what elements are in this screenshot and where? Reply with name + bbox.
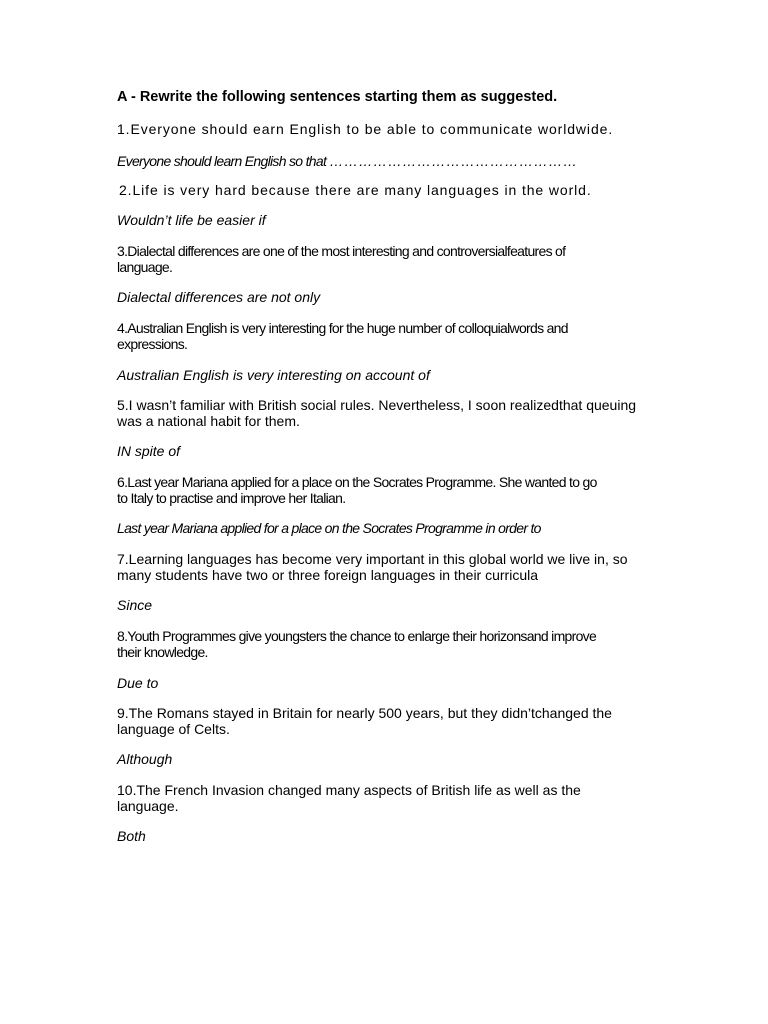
item-8-sentence-line-2: their knowledge. <box>117 644 208 660</box>
item-9-sentence-line-1: 9.The Romans stayed in Britain for nearly 500 years, but they didn’tchanged the <box>117 705 612 721</box>
item-10-sentence-line-1: 10.The French Invasion changed many aspects of British life as well as the <box>117 782 581 798</box>
item-3-prompt: Dialectal differences are not only <box>117 289 321 305</box>
item-1-prompt-text: Everyone should learn English so that <box>117 153 327 169</box>
item-9-sentence-line-2: language of Celts. <box>117 721 230 737</box>
item-7-sentence-line-1: 7.Learning languages has become very important in this global world we live in, so <box>117 551 628 567</box>
item-5-sentence-line-1: 5.I wasn’t familiar with British social rules. Nevertheless, I soon realizedthat queuing <box>117 397 637 413</box>
answer-blank: …………………………………………… <box>329 153 578 169</box>
item-6-prompt: Last year Mariana applied for a place on the Socrates Programme in order to <box>117 520 541 536</box>
item-10-prompt: Both <box>117 828 146 844</box>
item-9-prompt: Although <box>117 751 173 767</box>
item-4-prompt: Australian English is very interesting on account of <box>117 367 430 383</box>
item-3-sentence-line-2: language. <box>117 259 173 275</box>
item-1-prompt <box>117 153 578 169</box>
item-1-sentence: 1.Everyone should earn English to be able to communicate worldwide. <box>117 121 614 137</box>
item-10-sentence-line-2: language. <box>117 798 179 814</box>
item-4-sentence-line-2: expressions. <box>117 336 188 352</box>
item-6-sentence-line-2: to Italy to practise and improve her Italian. <box>117 490 346 506</box>
item-5-prompt: IN spite of <box>117 443 181 459</box>
item-2-sentence: 2.Life is very hard because there are many languages in the world. <box>119 182 592 198</box>
worksheet-heading: A - Rewrite the following sentences starting them as suggested. <box>117 89 558 105</box>
item-7-sentence-line-2: many students have two or three foreign languages in their curricula <box>117 567 539 583</box>
item-7-prompt: Since <box>117 597 153 613</box>
item-3-sentence-line-1: 3.Dialectal differences are one of the most interesting and controversialfeatures of <box>117 243 566 259</box>
item-2-prompt: Wouldn’t life be easier if <box>117 212 266 228</box>
item-6-sentence-line-1: 6.Last year Mariana applied for a place on the Socrates Programme. She wanted to go <box>117 474 597 490</box>
item-8-sentence-line-1: 8.Youth Programmes give youngsters the chance to enlarge their horizonsand improve <box>117 628 597 644</box>
item-4-sentence-line-1: 4.Australian English is very interesting for the huge number of colloquialwords and <box>117 320 568 336</box>
item-5-sentence-line-2: was a national habit for them. <box>117 413 300 429</box>
item-8-prompt: Due to <box>117 675 159 691</box>
